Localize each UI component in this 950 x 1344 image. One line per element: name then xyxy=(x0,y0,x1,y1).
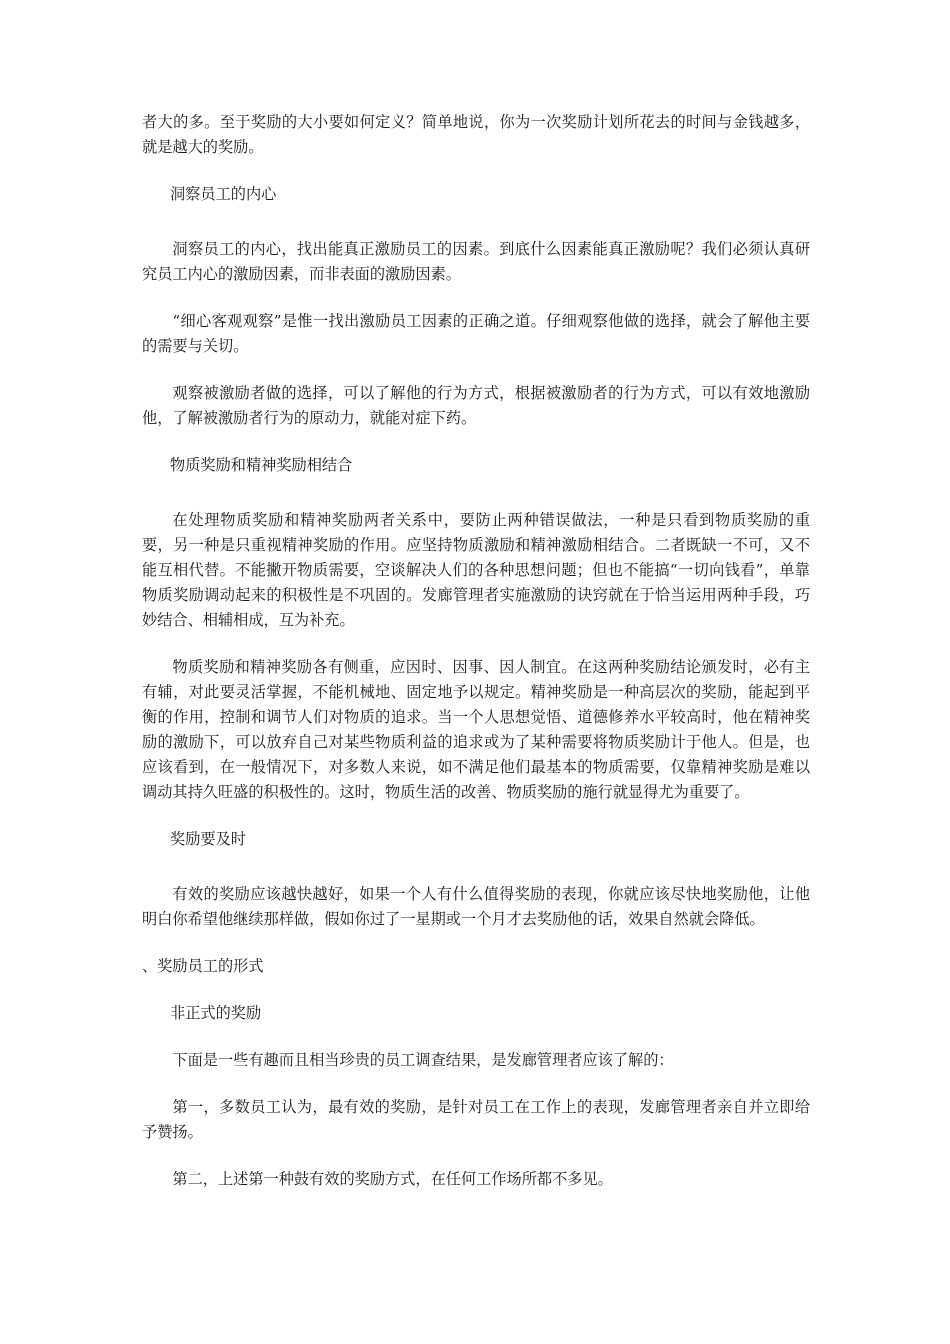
paragraph: 物质奖励和精神奖励各有侧重，应因时、因事、因人制宜。在这两种奖励结论颁发时，必有主有辅，对此要灵活掌握，不能机械地、固定地予以规定。精神奖励是一种高层次的奖励，能起到平衡的作用，控制和调节人们对物质的追求。当一个人思想觉悟、道德修养水平较高时，他在精神奖励的激励下，可以放弃自己对某些物质利益的追求或为了某种需要将物质奖励计于他人。但是，也应该看到，在一般情况下，对多数人来说，如不满足他们最基本的物质需要，仅靠精神奖励是难以调动其持久旺盛的积极性的。这时，物质生活的改善、物质奖励的施行就显得尤为重要了。 xyxy=(142,658,810,801)
section-heading-insight: 洞察员工的内心 xyxy=(170,185,277,203)
paragraph: 观察被激励者做的选择，可以了解他的行为方式，根据被激励者的行为方式，可以有效地激励他，了解被激励者行为的原动力，就能对症下药。 xyxy=(142,384,810,427)
paragraph: 在处理物质奖励和精神奖励两者关系中，要防止两种错误做法，一种是只看到物质奖励的重要，另一种是只重视精神奖励的作用。应坚持物质激励和精神激励相结合。二者既缺一不可，又不能互相代替。不能撇开物质需要，空谈解决人们的各种思想问题；但也不能搞“一切向钱看”，单靠物质奖励调动起来的积极性是不巩固的。发廊管理者实施激励的诀窍就在于恰当运用两种手段，巧妙结合、相辅相成，互为补充。 xyxy=(142,511,810,629)
paragraph: 第二，上述第一种鼓有效的奖励方式，在任何工作场所都不多见。 xyxy=(172,1170,613,1188)
section-heading-material-spiritual: 物质奖励和精神奖励相结合 xyxy=(170,456,353,474)
section-heading-forms: 、奖励员工的形式 xyxy=(142,957,264,975)
paragraph: “细心客观观察”是惟一找出激励员工因素的正确之道。仔细观察他做的选择，就会了解他主要的需要与关切。 xyxy=(142,312,810,355)
paragraph: 有效的奖励应该越快越好，如果一个人有什么值得奖励的表现，你就应该尽快地奖励他，让他明白你希望他继续那样做，假如你过了一星期或一个月才去奖励他的话，效果自然就会降低。 xyxy=(142,885,810,928)
section-heading-informal: 非正式的奖励 xyxy=(170,1004,262,1022)
paragraph: 洞察员工的内心，找出能真正激励员工的因素。到底什么因素能真正激励呢？我们必须认真研究员工内心的激励因素，而非表面的激励因素。 xyxy=(142,240,810,283)
paragraph: 第一，多数员工认为，最有效的奖励，是针对员工在工作上的表现，发廊管理者亲自并立即给予赞扬。 xyxy=(142,1098,810,1141)
paragraph: 下面是一些有趣而且相当珍贵的员工调查结果，是发廊管理者应该了解的： xyxy=(172,1051,674,1069)
section-heading-timely: 奖励要及时 xyxy=(170,830,246,848)
paragraph-continuation: 者大的多。至于奖励的大小要如何定义？简单地说，你为一次奖励计划所花去的时间与金钱越多，就是越大的奖励。 xyxy=(142,113,810,156)
document-page xyxy=(142,110,810,1192)
